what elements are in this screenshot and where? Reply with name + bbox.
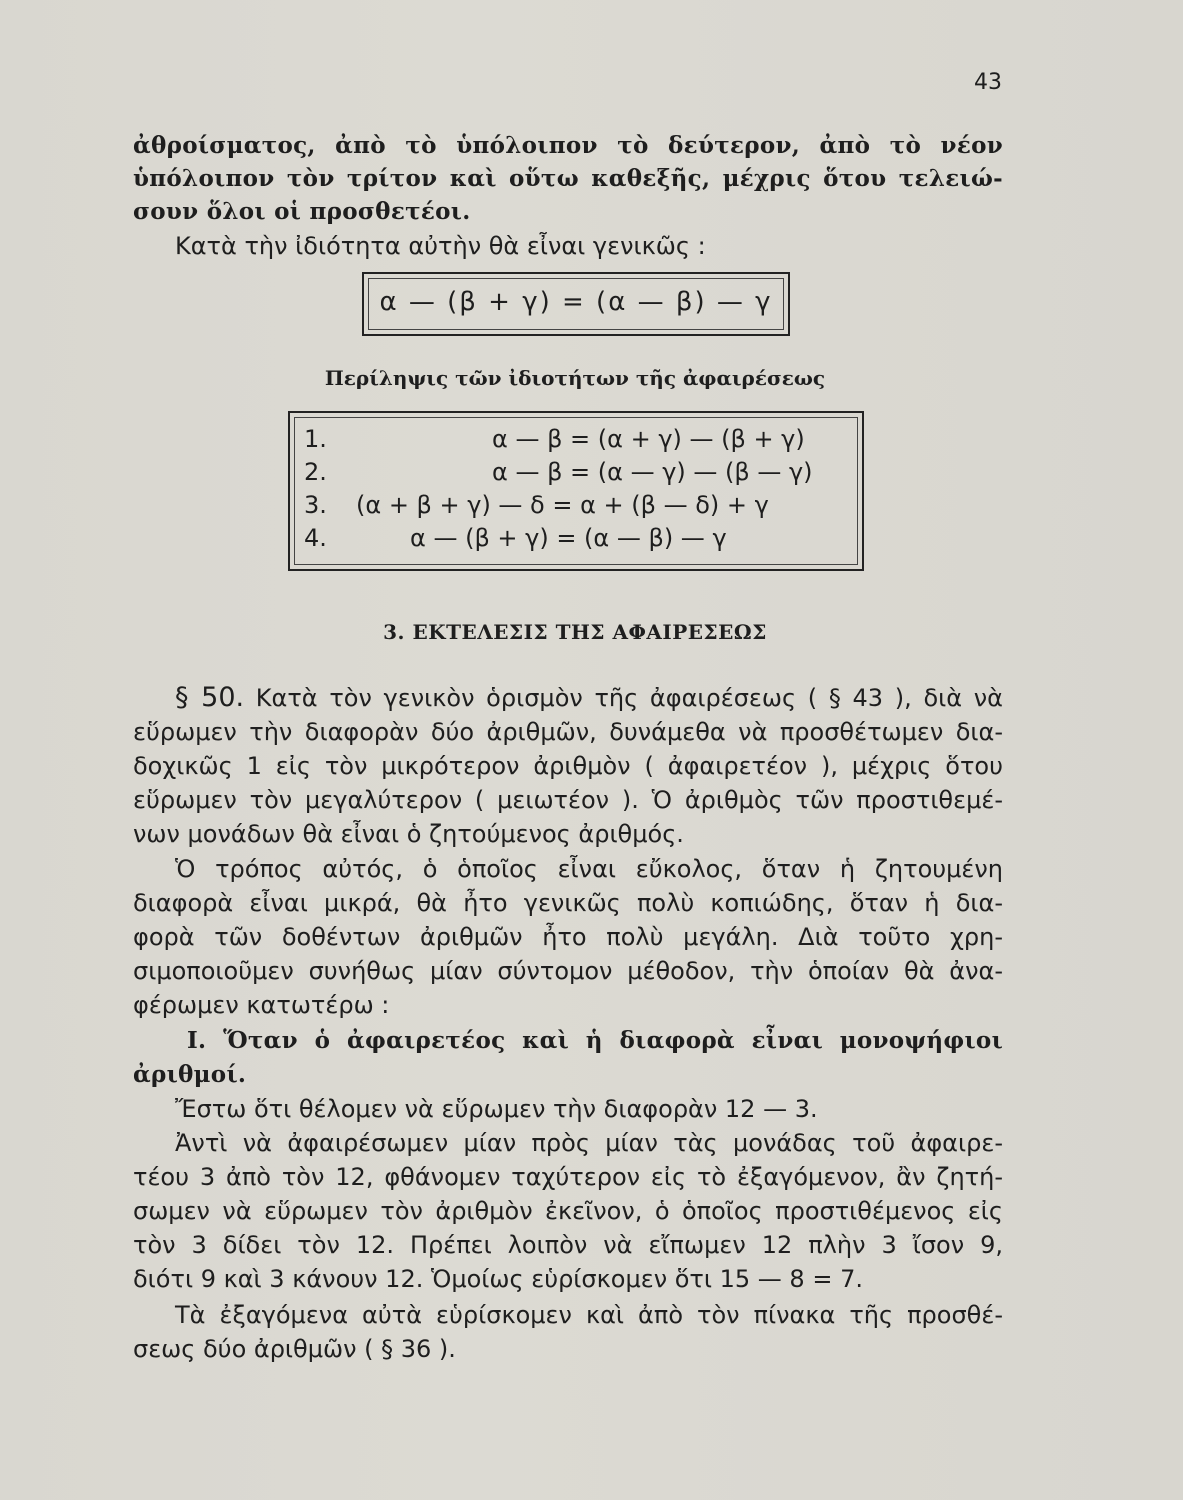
properties-box bbox=[288, 411, 864, 571]
explanation-line-4: τὸν 3 δίδει τὸν 12. Πρέπει λοιπὸν νὰ εἴπωμεν 12 πλὴν 3 ἴσον 9, bbox=[133, 1231, 1003, 1259]
example-line: Ἔστω ὅτι θέλομεν νὰ εὕρωμεν τὴν διαφορὰν 12 — 3. bbox=[175, 1095, 818, 1123]
case1-heading-line-2: ἀριθμοί. bbox=[133, 1061, 247, 1088]
property-formula: α — (β + γ) = (α — β) — γ bbox=[410, 524, 727, 552]
summary-title: Περίληψις τῶν ἰδιοτήτων τῆς ἀφαιρέσεως bbox=[324, 366, 826, 390]
property-number: 3. bbox=[304, 491, 327, 519]
property-number: 4. bbox=[304, 524, 327, 552]
property-number: 2. bbox=[304, 458, 327, 486]
intro-line-1: ἀθροίσματος, ἀπὸ τὸ ὑπόλοιπον τὸ δεύτερον, ἀπὸ τὸ νέον bbox=[133, 132, 1003, 159]
property-formula: α — β = (α — γ) — (β — γ) bbox=[492, 458, 813, 486]
para50-text: Κατὰ τὸν γενικὸν ὁρισμὸν τῆς ἀφαιρέσεως ( § 43 ), διὰ νὰ bbox=[255, 684, 1003, 712]
explanation-line-1: Ἀντὶ νὰ ἀφαιρέσωμεν μίαν πρὸς μίαν τὰς μονάδας τοῦ ἀφαιρε- bbox=[175, 1129, 1003, 1157]
section-heading: 3. ΕΚΤΕΛΕΣΙΣ ΤΗΣ ΑΦΑΙΡΕΣΕΩΣ bbox=[383, 620, 767, 644]
property-row bbox=[304, 458, 848, 491]
para50-line-2: εὕρωμεν τὴν διαφορὰν δύο ἀριθμῶν, δυνάμεθα νὰ προσθέτωμεν δια- bbox=[133, 718, 1003, 746]
property-row bbox=[304, 491, 848, 524]
para50-line-5: νων μονάδων θὰ εἶναι ὁ ζητούμενος ἀριθμός. bbox=[133, 820, 684, 848]
explanation-line-2: τέου 3 ἀπὸ τὸν 12, φθάνομεν ταχύτερον εἰς τὸ ἐξαγόμενον, ἂν ζητή- bbox=[133, 1163, 1003, 1191]
explanation-line-3: σωμεν νὰ εὕρωμεν τὸν ἀριθμὸν ἐκεῖνον, ὁ ὁποῖος προστιθέμενος εἰς bbox=[133, 1197, 1003, 1225]
page-number: 43 bbox=[974, 70, 1002, 95]
method-line-1: Ὁ τρόπος αὐτός, ὁ ὁποῖος εἶναι εὔκολος, ὅταν ἡ ζητουμένη bbox=[175, 855, 1003, 883]
para50-line-3: δοχικῶς 1 εἰς τὸν μικρότερον ἀριθμὸν ( ἀφαιρετέον ), μέχρις ὅτου bbox=[133, 752, 1003, 780]
property-row bbox=[304, 524, 848, 557]
intro-line-3: σουν ὅλοι οἱ προσθετέοι. bbox=[133, 198, 471, 225]
property-formula: (α + β + γ) — δ = α + (β — δ) + γ bbox=[356, 491, 769, 519]
explanation-line-5: διότι 9 καὶ 3 κάνουν 12. Ὁμοίως εὑρίσκομεν ὅτι 15 — 8 = 7. bbox=[133, 1265, 863, 1293]
property-intro: Κατὰ τὴν ἰδιότητα αὐτὴν θὰ εἶναι γενικῶς : bbox=[175, 232, 706, 260]
para50-line-4: εὕρωμεν τὸν μεγαλύτερον ( μειωτέον ). Ὁ ἀριθμὸς τῶν προστιθεμέ- bbox=[133, 786, 1003, 814]
table-line-1: Τὰ ἐξαγόμενα αὐτὰ εὑρίσκομεν καὶ ἀπὸ τὸν πίνακα τῆς προσθέ- bbox=[175, 1301, 1003, 1329]
property-row bbox=[304, 425, 848, 458]
main-formula-box bbox=[362, 272, 790, 336]
paragraph-mark: § 50. bbox=[175, 682, 245, 713]
property-number: 1. bbox=[304, 425, 327, 453]
method-line-5: φέρωμεν κατωτέρω : bbox=[133, 991, 390, 1019]
method-line-3: φορὰ τῶν δοθέντων ἀριθμῶν ἦτο πολὺ μεγάλη. Διὰ τοῦτο χρη- bbox=[133, 923, 1003, 951]
intro-line-2: ὑπόλοιπον τὸν τρίτον καὶ οὕτω καθεξῆς, μέχρις ὅτου τελειώ- bbox=[133, 165, 1003, 192]
case1-heading-line-1: Ι. Ὅταν ὁ ἀφαιρετέος καὶ ἡ διαφορὰ εἶναι μονοψήφιοι bbox=[187, 1027, 1003, 1054]
main-formula: α — (β + γ) = (α — β) — γ bbox=[379, 287, 773, 317]
property-formula: α — β = (α + γ) — (β + γ) bbox=[492, 425, 805, 453]
para50-line-1 bbox=[175, 682, 1003, 714]
method-line-4: σιμοποιοῦμεν συνήθως μίαν σύντομον μέθοδον, τὴν ὁποίαν θὰ ἀνα- bbox=[133, 957, 1003, 985]
method-line-2: διαφορὰ εἶναι μικρά, θὰ ἦτο γενικῶς πολὺ κοπιώδης, ὅταν ἡ δια- bbox=[133, 889, 1003, 917]
table-line-2: σεως δύο ἀριθμῶν ( § 36 ). bbox=[133, 1335, 456, 1363]
